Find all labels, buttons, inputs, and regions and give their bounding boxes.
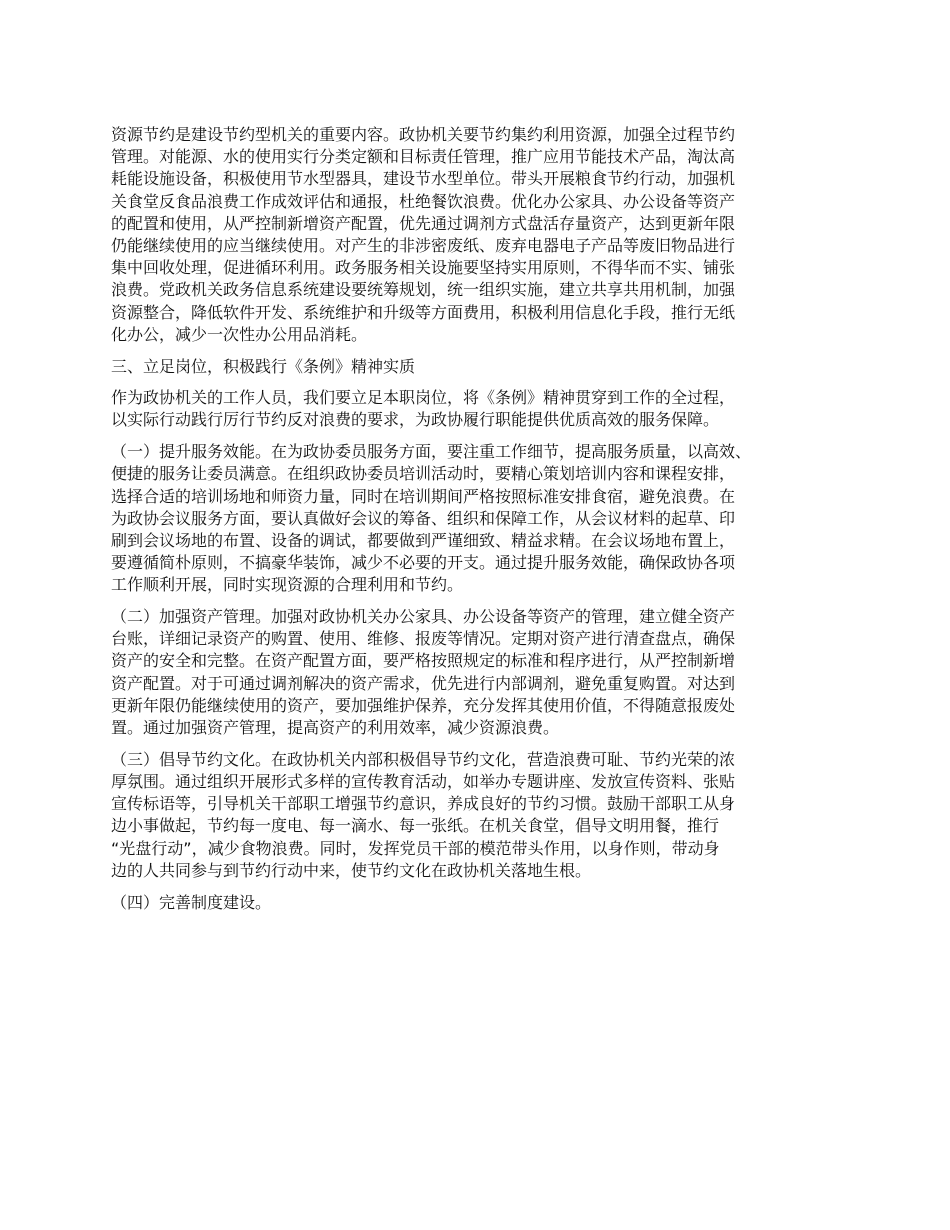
text-line: （三）倡导节约文化。在政协机关内部积极倡导节约文化，营造浪费可耻、节约光荣的浓 <box>111 749 736 769</box>
text-line: 作为政协机关的工作人员，我们要立足本职岗位，将《条例》精神贯穿到工作的全过程， <box>111 388 736 408</box>
text-line: 化办公，减少一次性办公用品消耗。 <box>111 324 368 344</box>
text-line: 为政协会议服务方面，要认真做好会议的筹备、组织和保障工作，从会议材料的起草、印 <box>111 508 736 528</box>
paragraph-resource-saving <box>111 124 853 346</box>
section-heading-text: 三、立足岗位，积极践行《条例》精神实质 <box>111 356 416 376</box>
text-line: 管理。对能源、水的使用实行分类定额和目标责任管理，推广应用节能技术产品，淘汰高 <box>111 147 736 167</box>
text-line: 要遵循简朴原则，不搞豪华装饰，减少不必要的开支。通过提升服务效能，确保政协各项 <box>111 553 736 573</box>
text-line: 耗能设施设备，积极使用节水型器具，建设节水型单位。带头开展粮食节约行动，加强机 <box>111 169 736 189</box>
text-line: 资源整合，降低软件开发、系统维护和升级等方面费用，积极利用信息化手段，推行无纸 <box>111 302 736 322</box>
document-page <box>111 124 853 923</box>
text-line: 资源节约是建设节约型机关的重要内容。政协机关要节约集约利用资源，加强全过程节约 <box>111 125 736 144</box>
text-line: 置。通过加强资产管理，提高资产的利用效率，减少资源浪费。 <box>111 718 560 738</box>
text-line: 的配置和使用，从严控制新增资产配置，优先通过调剂方式盘活存量资产，达到更新年限 <box>111 213 736 233</box>
text-line: 资产配置。对于可通过调剂解决的资产需求，优先进行内部调剂，避免重复购置。对达到 <box>111 673 736 693</box>
text-line: 以实际行动践行厉行节约反对浪费的要求，为政协履行职能提供优质高效的服务保障。 <box>111 410 720 430</box>
text-line: 资产的安全和完整。在资产配置方面，要严格按照规定的标准和程序进行，从严控制新增 <box>111 651 736 671</box>
text-line: 浪费。党政机关政务信息系统建设要统筹规划，统一组织实施，建立共享共用机制，加强 <box>111 280 736 300</box>
text-line: （二）加强资产管理。加强对政协机关办公家具、办公设备等资产的管理，建立健全资产 <box>111 607 736 627</box>
section-heading <box>111 356 853 378</box>
text-line: 刷到会议场地的布置、设备的调试，都要做到严谨细致、精益求精。在会议场地布置上， <box>111 530 736 550</box>
paragraph-service-efficiency <box>111 441 853 596</box>
text-line: 更新年限仍能继续使用的资产，要加强维护保养，充分发挥其使用价值，不得随意报废处 <box>111 695 736 715</box>
text-line: 边小事做起，节约每一度电、每一滴水、每一张纸。在机关食堂，倡导文明用餐，推行 <box>111 816 720 836</box>
text-line: 集中回收处理，促进循环利用。政务服务相关设施要坚持实用原则，不得华而不实、铺张 <box>111 258 736 278</box>
paragraph-saving-culture <box>111 749 853 882</box>
text-line: 厚氛围。通过组织开展形式多样的宣传教育活动，如举办专题讲座、发放宣传资料、张贴 <box>111 771 736 791</box>
text-line: 宣传标语等，引导机关干部职工增强节约意识，养成良好的节约习惯。鼓励干部职工从身 <box>111 794 736 814</box>
text-line: （四）完善制度建设。 <box>111 892 272 912</box>
text-line: （一）提升服务效能。在为政协委员服务方面，要注重工作细节，提高服务质量，以高效、 <box>111 442 752 462</box>
text-line: 工作顺利开展，同时实现资源的合理利用和节约。 <box>111 575 464 595</box>
text-line: 仍能继续使用的应当继续使用。对产生的非涉密废纸、废弃电器电子产品等废旧物品进行 <box>111 236 736 256</box>
text-line: 台账，详细记录资产的购置、使用、维修、报废等情况。定期对资产进行清查盘点，确保 <box>111 629 736 649</box>
text-line: 便捷的服务让委员满意。在组织政协委员培训活动时，要精心策划培训内容和课程安排， <box>111 464 736 484</box>
text-line: 边的人共同参与到节约行动中来，使节约文化在政协机关落地生根。 <box>111 860 592 880</box>
paragraph-system-building <box>111 892 853 914</box>
text-line: 关食堂反食品浪费工作成效评估和通报，杜绝餐饮浪费。优化办公家具、办公设备等资产 <box>111 191 736 211</box>
text-line: “光盘行动”，减少食物浪费。同时，发挥党员干部的模范带头作用，以身作则，带动身 <box>111 838 720 858</box>
paragraph-intro <box>111 387 853 431</box>
paragraph-asset-management <box>111 606 853 739</box>
text-line: 选择合适的培训场地和师资力量，同时在培训期间严格按照标准安排食宿，避免浪费。在 <box>111 486 736 506</box>
